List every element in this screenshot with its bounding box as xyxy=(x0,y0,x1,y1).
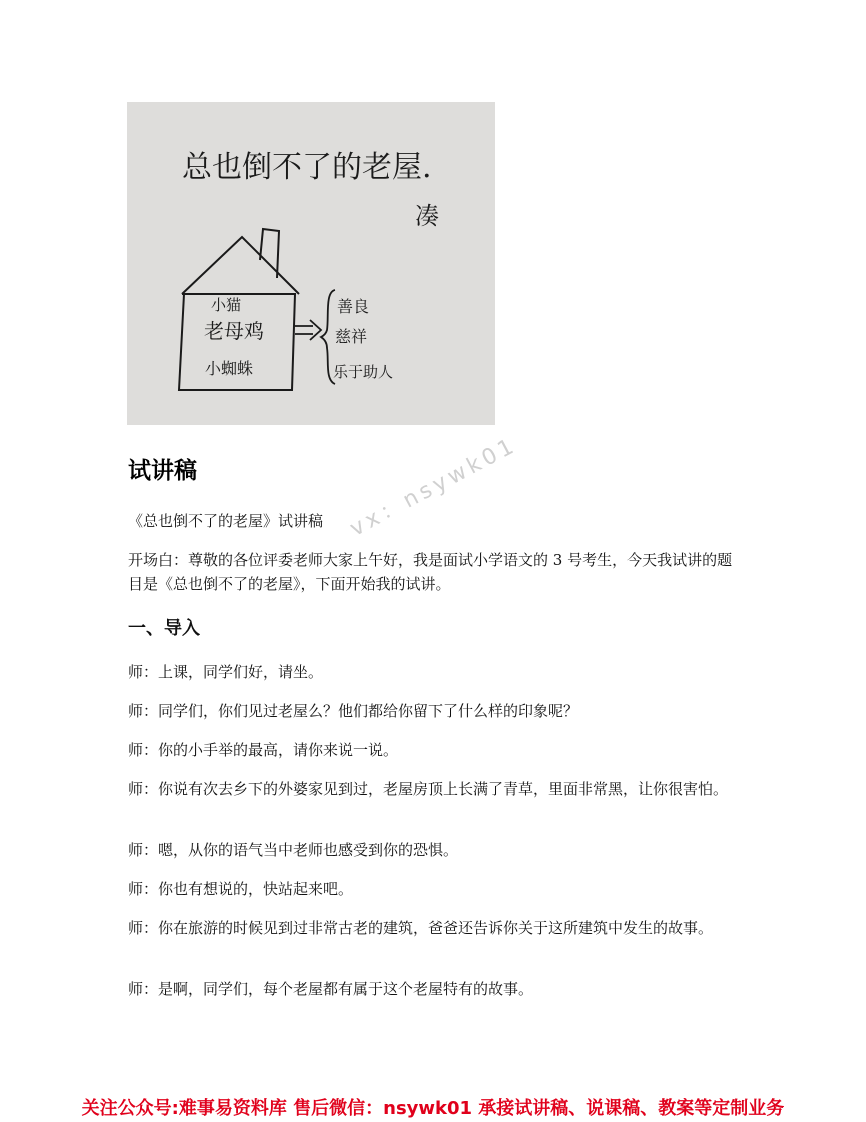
house-line-1: 小猫 xyxy=(211,296,242,314)
footer-banner: 关注公众号:难事易资料库 售后微信：nsywk01 承接试讲稿、说课稿、教案等定制业务 xyxy=(81,1098,785,1119)
dialogue-line-5: 师：嗯，从你的语气当中老师也感受到你的恐惧。 xyxy=(128,841,459,859)
trait-line-2: 慈祥 xyxy=(335,327,368,346)
dialogue-line-6: 师：你也有想说的，快站起来吧。 xyxy=(128,880,354,898)
house-line-3: 小蜘蛛 xyxy=(205,359,254,378)
sketch-title: 总也倒不了的老屋. xyxy=(182,150,432,185)
dialogue-line-4: 师：你说有次去乡下的外婆家见到过，老屋房顶上长满了青草，里面非常黑，让你很害怕。 xyxy=(128,780,729,798)
dialogue-line-1: 师：上课，同学们好，请坐。 xyxy=(128,663,324,681)
dialogue-line-2: 师：同学们，你们见过老屋么？他们都给你留下了什么样的印象呢？ xyxy=(128,702,579,720)
house-line-2: 老母鸡 xyxy=(204,319,264,343)
dialogue-line-3: 师：你的小手举的最高，请你来说一说。 xyxy=(128,741,399,759)
watermark: vx：nsywk01 xyxy=(345,432,522,542)
trait-line-1: 善良 xyxy=(337,297,370,316)
trait-line-3: 乐于助人 xyxy=(333,363,394,381)
dialogue-line-7: 师：你在旅游的时候见到过非常古老的建筑，爸爸还告诉你关于这所建筑中发生的故事。 xyxy=(128,919,714,937)
opening-paragraph: 开场白：尊敬的各位评委老师大家上午好，我是面试小学语文的 3 号考生，今天我试讲的题目是《总也倒不了的老屋》，下面开始我的试讲。 xyxy=(128,551,733,593)
house-sketch xyxy=(127,102,495,425)
dialogue-line-8: 师：是啊，同学们，每个老屋都有属于这个老屋特有的故事。 xyxy=(128,980,534,998)
document-subtitle: 《总也倒不了的老屋》试讲稿 xyxy=(128,512,324,530)
board-sketch-photo xyxy=(127,102,495,425)
sketch-author: 凑 xyxy=(415,202,439,230)
section-title: 试讲稿 xyxy=(128,458,197,484)
heading-introduction: 一、导入 xyxy=(128,618,200,639)
